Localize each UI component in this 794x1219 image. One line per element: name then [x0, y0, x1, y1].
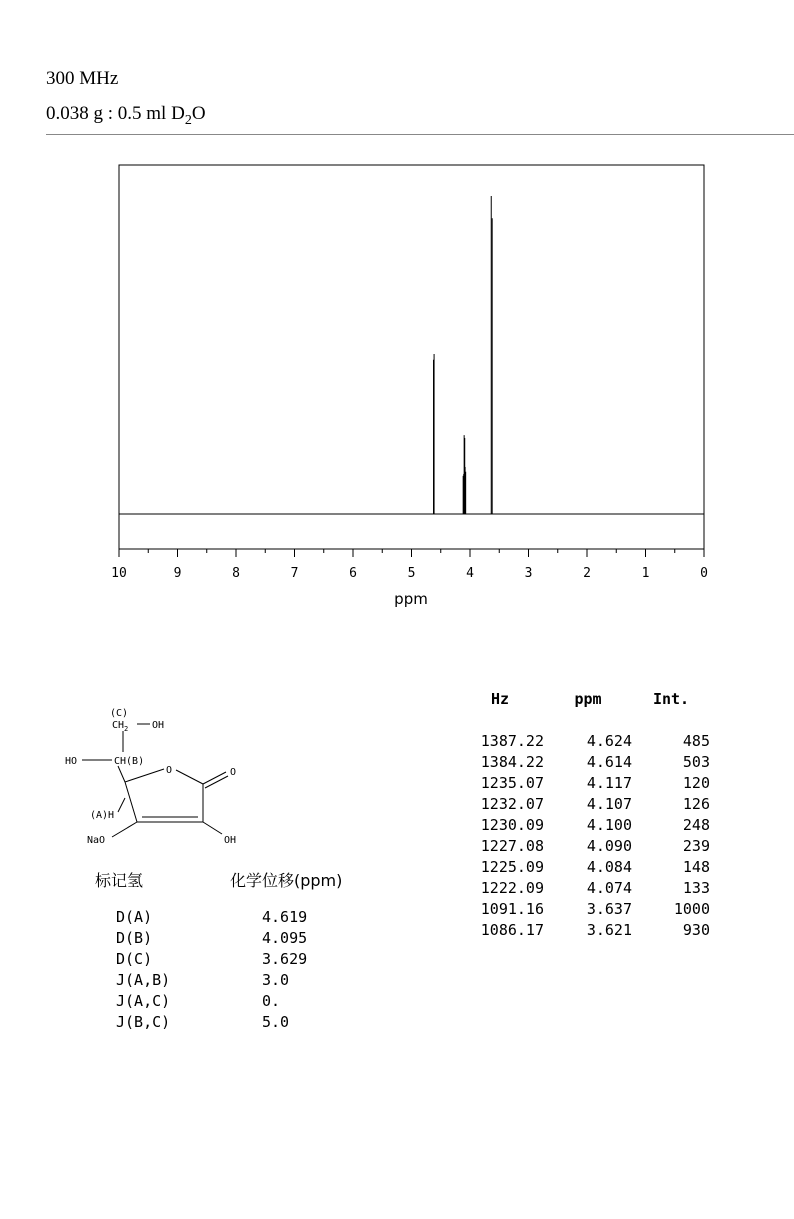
assignment-label: D(C): [116, 949, 153, 968]
assignment-row: [116, 927, 307, 948]
assignment-value: 3.629: [262, 949, 308, 968]
assignment-row: [116, 990, 307, 1011]
peak-hz: 1387.22: [480, 731, 544, 750]
bond-nao: [112, 822, 137, 837]
peak-int: 239: [682, 836, 710, 855]
ho-left: HO: [65, 756, 78, 767]
peak-table-row: [456, 898, 710, 919]
peak-int: 126: [682, 794, 710, 813]
peak-hz: 1091.16: [480, 899, 544, 918]
assignment-value: 4.619: [262, 907, 308, 926]
header-ppm: ppm: [574, 689, 602, 708]
assignment-value: 3.0: [262, 970, 290, 989]
peak-ppm: 4.100: [586, 815, 632, 834]
header-hz: Hz: [490, 689, 510, 708]
peak-series: [434, 196, 493, 514]
x-tick-label: 7: [290, 566, 299, 581]
x-tick-label: 9: [173, 566, 182, 581]
peak-table-row: [456, 919, 710, 940]
structure-drawing: [60, 700, 260, 860]
bond-chb-ring: [118, 766, 125, 782]
peak-table-row: [456, 856, 710, 877]
sample-prefix: 0.038 g : 0.5 ml D: [46, 103, 185, 124]
sample-suffix: O: [191, 103, 206, 124]
x-tick-label: 0: [700, 566, 708, 581]
assignment-label: D(B): [116, 928, 153, 947]
sample-subscript: 2: [184, 112, 192, 128]
bond-oh-right: [203, 822, 222, 834]
x-tick-label: 1: [641, 566, 650, 581]
peak-ppm: 4.107: [586, 794, 632, 813]
x-tick-label: 8: [232, 566, 240, 581]
carbonyl-oxygen: O: [230, 767, 237, 778]
ch2-text: CH: [112, 720, 125, 731]
peak-ppm: 4.117: [586, 773, 632, 792]
assignment-row: [116, 906, 307, 927]
bond-carbonyl-a: [203, 772, 226, 784]
assignment-row: [116, 1011, 307, 1032]
assignment-label: J(A,C): [116, 991, 171, 1010]
x-axis: [111, 549, 708, 581]
peak-table-row: [456, 772, 710, 793]
spectrometer-frequency: 300 MHz: [46, 68, 119, 89]
peak-table-row: [456, 877, 710, 898]
x-tick-label: 3: [524, 566, 533, 581]
x-tick-label: 6: [349, 566, 357, 581]
nao-label: NaO: [87, 835, 106, 846]
assignment-label: D(A): [116, 907, 153, 926]
peak-int: 120: [682, 773, 710, 792]
assignment-row: [116, 969, 307, 990]
peak-int: 485: [682, 731, 710, 750]
bond-ring-2: [176, 770, 203, 784]
peak-int: 133: [682, 878, 710, 897]
peak-ppm: 4.614: [586, 752, 632, 771]
peak-table: [456, 688, 710, 940]
peak-hz: 1225.09: [480, 857, 544, 876]
assignment-row: [116, 948, 307, 969]
assignment-header-shift: 化学位移(ppm): [230, 871, 343, 890]
h-a-label: (A)H: [90, 810, 115, 821]
assignment-value: 5.0: [262, 1012, 290, 1031]
peak-table-row: [456, 730, 710, 751]
peak-int: 148: [682, 857, 710, 876]
bond-ring-5: [125, 782, 137, 822]
plot-frame: [119, 165, 704, 549]
peak-ppm: 3.637: [586, 899, 632, 918]
peak-ppm: 3.621: [586, 920, 632, 939]
oh-right: OH: [224, 835, 237, 846]
x-tick-label: 4: [466, 566, 474, 581]
bond-ring-1: [125, 769, 164, 782]
peak-int: 503: [682, 752, 710, 771]
peak-table-row: [456, 751, 710, 772]
peak-ppm: 4.090: [586, 836, 632, 855]
peak-hz: 1384.22: [480, 752, 544, 771]
peak-table-row: [456, 814, 710, 835]
ch2-subscript: 2: [124, 725, 129, 733]
bond-h-a: [118, 798, 125, 812]
peak-table-header: [456, 688, 710, 709]
peak-ppm: 4.074: [586, 878, 632, 897]
header-int: Int.: [652, 689, 690, 708]
peak-hz: 1235.07: [480, 773, 544, 792]
x-tick-label: 5: [407, 566, 416, 581]
peak-hz: 1227.08: [480, 836, 544, 855]
peak-int: 1000: [673, 899, 710, 918]
x-tick-label: 2: [583, 566, 591, 581]
peak-hz: 1232.07: [480, 794, 544, 813]
peak-hz: 1222.09: [480, 878, 544, 897]
x-axis-label: ppm: [394, 590, 428, 608]
bond-carbonyl-b: [205, 776, 228, 788]
assignment-label: J(B,C): [116, 1012, 171, 1031]
peak-ppm: 4.084: [586, 857, 632, 876]
ch-b: CH(B): [114, 756, 145, 767]
peak-ppm: 4.624: [586, 731, 632, 750]
ring-oxygen: O: [166, 765, 173, 776]
peak-hz: 1086.17: [480, 920, 544, 939]
peak-int: 248: [682, 815, 710, 834]
x-tick-label: 10: [111, 566, 127, 581]
assignment-label: J(A,B): [116, 970, 171, 989]
assignment-table: [116, 906, 307, 1032]
label-c: (C): [110, 708, 129, 719]
peak-table-row: [456, 835, 710, 856]
molecule-structure: [60, 700, 260, 865]
assignment-value: 0.: [262, 991, 281, 1010]
assignment-value: 4.095: [262, 928, 308, 947]
assignment-header-hydrogen: 标记氢: [95, 871, 144, 890]
ch2-group: [112, 720, 128, 733]
peak-hz: 1230.09: [480, 815, 544, 834]
peak-table-row: [456, 793, 710, 814]
oh-top: OH: [152, 720, 165, 731]
peak-int: 930: [682, 920, 710, 939]
